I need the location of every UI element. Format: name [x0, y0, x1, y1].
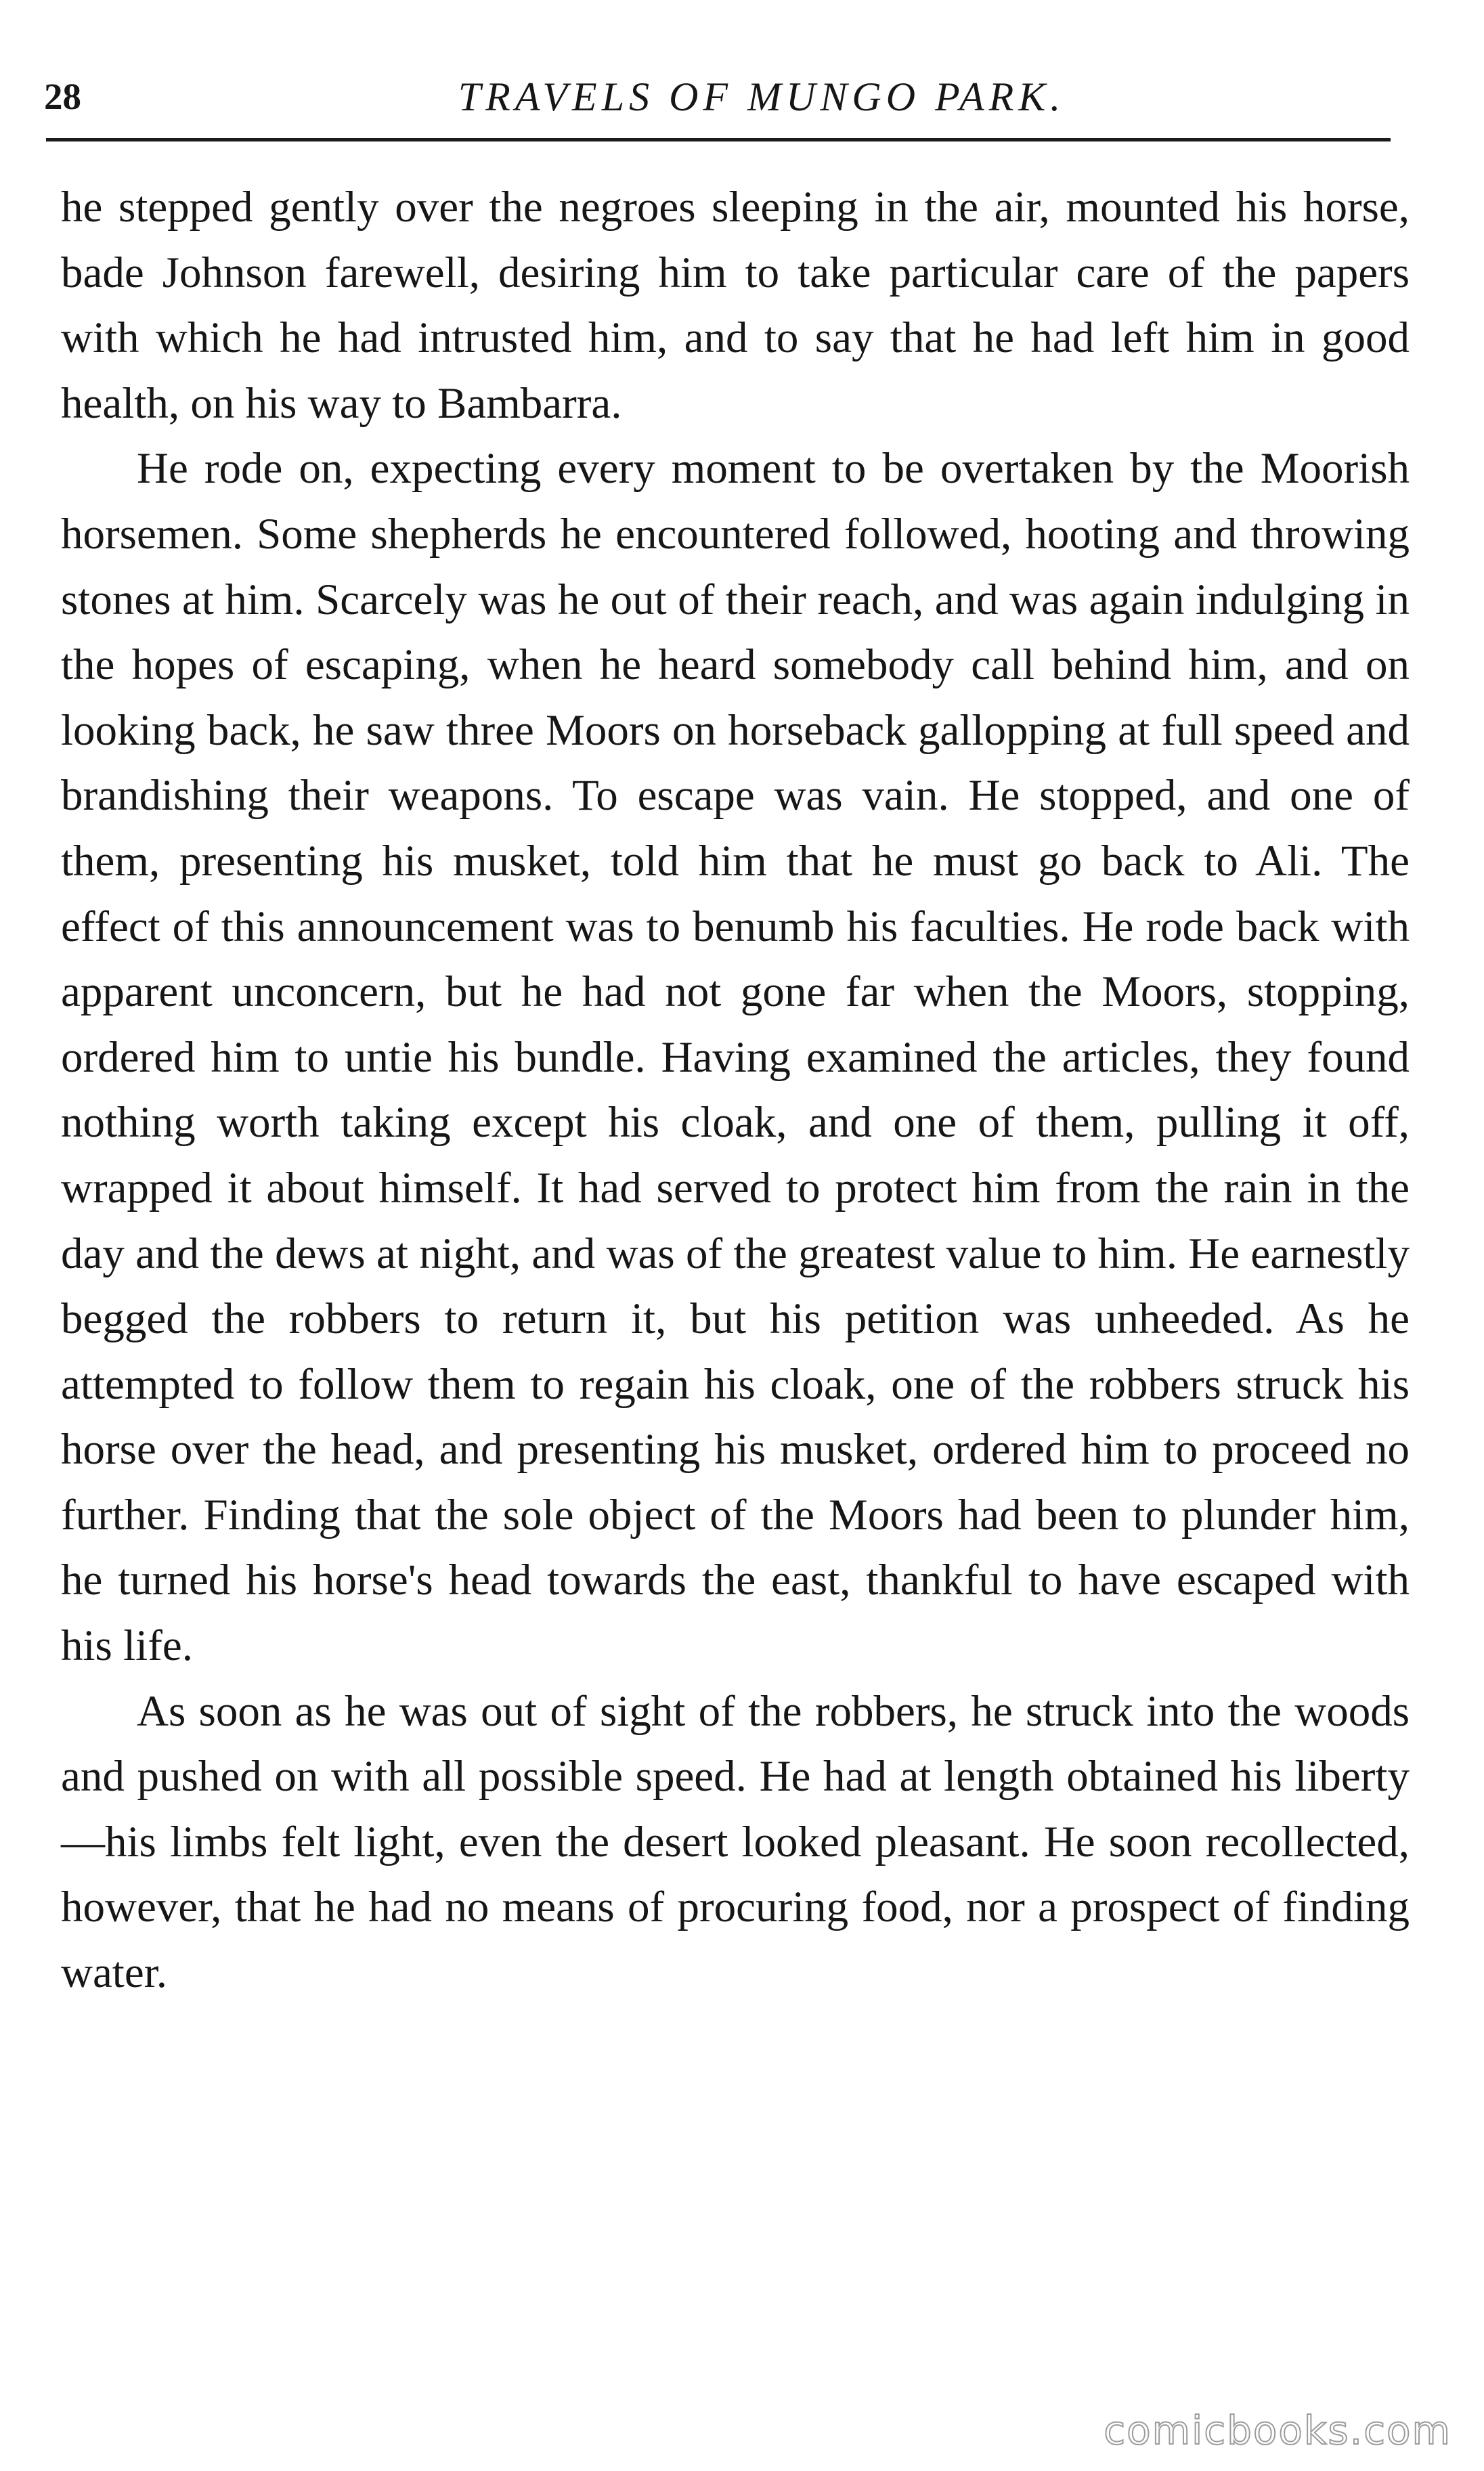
running-head — [44, 66, 1391, 127]
paragraph-continued: he stepped gently over the negroes sleeping in the air, mounted his horse, bade Johnson farewell, desiring him to take particular care of the papers with which he had intrusted him, and to say that he had left him in good health, on his way to Bambarra. — [61, 183, 1410, 428]
watermark: comicbooks.com — [1104, 2407, 1452, 2453]
paragraph: As soon as he was out of sight of the robbers, he struck into the woods and pushed on with all possible speed. He had at length obtained his liberty—his limbs felt light, even the desert looked pleasant. He soon recollected, however, that he had no means of procuring food, nor a prospect of finding water. — [61, 1686, 1410, 1998]
page-number: 28 — [44, 76, 81, 117]
header-rule — [46, 138, 1391, 141]
running-title: TRAVELS OF MUNGO PARK. — [458, 74, 1066, 119]
body-text — [61, 175, 1410, 2006]
paragraph: He rode on, expecting every moment to be overtaken by the Moorish horsemen. Some shepherds he encountered followed, hooting and throwing stones at him. Scarcely was he out of their reach, and was again indulging in the hopes of escaping, when he heard somebody call behind him, and on looking back, he saw three Moors on horseback gallopping at full speed and brandishing their weapons. To escape was vain. He stopped, and one of them, presenting his musket, told him that he must go back to Ali. The effect of this announcement was to benumb his faculties. He rode back with apparent unconcern, but he had not gone far when the Moors, stopping, ordered him to untie his bundle. Having examined the articles, they found nothing worth taking except his cloak, and one of them, pulling it off, wrapped it about himself. It had served to protect him from the rain in the day and the dews at night, and was of the greatest value to him. He earnestly begged the robbers to return it, but his petition was unheeded. As he attempted to follow them to regain his cloak, one of the robbers struck his horse over the head, and presenting his musket, ordered him to proceed no further. Finding that the sole object of the Moors had been to plunder him, he turned his horse's head towards the east, thankful to have escaped with his life. — [61, 444, 1410, 1671]
